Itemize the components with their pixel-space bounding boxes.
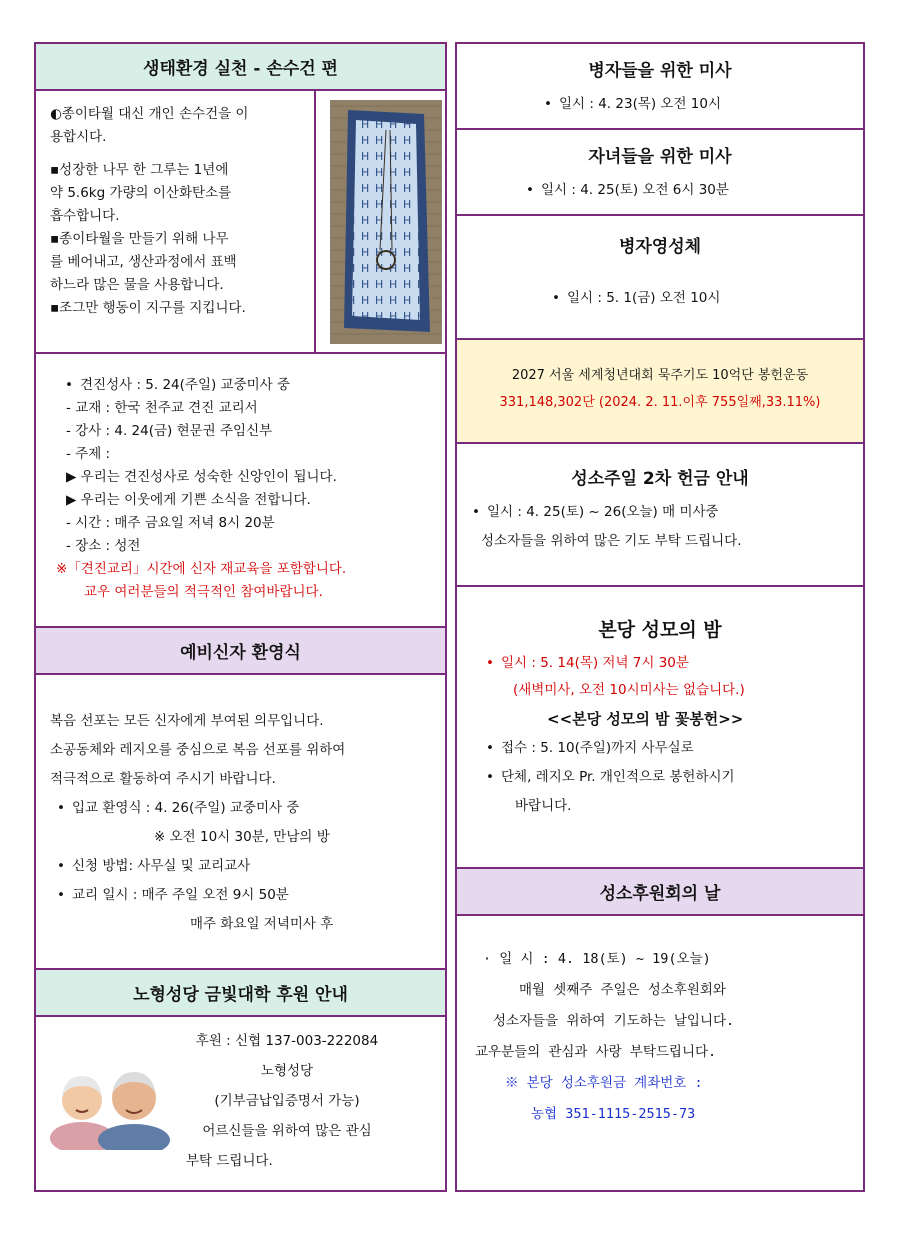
eco-line: 약 5.6kg 가량의 이산화탄소를: [50, 185, 232, 201]
confirmation-line: • 견진성사 : 5. 24(주일) 교중미사 중: [58, 374, 445, 397]
confirmation-line: - 주제 :: [66, 446, 111, 462]
confirmation-section: [36, 354, 445, 628]
university-title: 노형성당 금빛대학 후원 안내: [36, 970, 445, 1017]
confirmation-line: - 교재 : 한국 천주교 견진 교리서: [66, 400, 258, 416]
wyd-line: 2027 서울 세계청년대회 묵주기도 10억단 봉헌운동: [511, 368, 809, 383]
seniors-image: [46, 1058, 172, 1150]
mary-night-section: [457, 587, 863, 869]
communion-section: [457, 216, 863, 340]
catechumen-title: 예비신자 환영식: [36, 628, 445, 675]
university-line: 노형성당: [260, 1063, 314, 1079]
catechumen-line: • 입교 환영식 : 4. 26(주일) 교중미사 중: [50, 794, 445, 823]
vocation-title: 성소후원회의 날: [457, 869, 863, 916]
university-section: [36, 970, 445, 1190]
catechumen-line: 매주 화요일 저녁미사 후: [190, 916, 334, 932]
sick-mass-title: 병자들을 위한 미사: [588, 61, 732, 81]
mary-night-note: (새벽미사, 오전 10시미사는 없습니다.): [513, 682, 745, 698]
communion-title: 병자영성체: [618, 237, 702, 257]
vocation-account-number: 농협 351-1115-2515-73: [531, 1106, 696, 1122]
catechumen-line: 복음 선포는 모든 신자에게 부여된 의무입니다.: [50, 713, 324, 729]
children-mass-section: [457, 130, 863, 216]
right-column: [455, 42, 865, 1192]
communion-date: • 일시 : 5. 1(금) 오전 10시: [457, 287, 863, 310]
university-line: 후원 : 신협 137-003-222084: [195, 1033, 379, 1049]
eco-line: 흡수합니다.: [50, 208, 120, 224]
vocation-line: 교우분들의 관심과 사랑 부탁드립니다.: [475, 1044, 717, 1060]
handkerchief-image: [330, 100, 442, 344]
university-line: 어르신들을 위하여 많은 관심: [202, 1123, 372, 1139]
sick-mass-section: [457, 44, 863, 130]
confirmation-line: ▶ 우리는 견진성사로 성숙한 신앙인이 됩니다.: [66, 469, 337, 485]
catechumen-section: [36, 628, 445, 970]
mary-night-registration: • 접수 : 5. 10(주일)까지 사무실로: [479, 734, 863, 763]
children-mass-date: • 일시 : 4. 25(토) 오전 6시 30분: [457, 179, 863, 202]
eco-line: ▪성장한 나무 한 그루는 1년에: [50, 162, 229, 178]
eco-title: 생태환경 실천 - 손수건 편: [36, 44, 445, 91]
collection-note: 성소자들을 위하여 많은 기도 부탁 드립니다.: [481, 533, 742, 549]
vocation-section: [457, 869, 863, 1190]
eco-line: ◐종이타월 대신 개인 손수건을 이: [50, 106, 249, 122]
university-line: 부탁 드립니다.: [186, 1153, 273, 1169]
confirmation-note: ※「견진교리」시간에 신자 재교육을 포함합니다.: [56, 561, 347, 577]
confirmation-line: - 강사 : 4. 24(금) 현문권 주임신부: [66, 423, 273, 439]
vocation-account-label: ※ 본당 성소후원금 계좌번호 :: [505, 1075, 703, 1091]
mary-night-subtitle: <<본당 성모의 밤 꽃봉헌>>: [547, 710, 744, 728]
left-column: [34, 42, 447, 1192]
mary-night-request: • 단체, 레지오 Pr. 개인적으로 봉헌하시기: [479, 763, 863, 792]
eco-line: ▪조그만 행동이 지구를 지킵니다.: [50, 300, 246, 316]
wyd-section: [457, 340, 863, 444]
confirmation-line: - 장소 : 성전: [66, 538, 141, 554]
mary-night-title: 본당 성모의 밤: [598, 619, 722, 641]
vocation-line: 매월 셋째주 주일은 성소후원회와: [519, 982, 726, 998]
catechumen-line: • 신청 방법: 사무실 및 교리교사: [50, 852, 445, 881]
university-line: (기부금납입증명서 가능): [214, 1093, 360, 1109]
vocation-line: 성소자들을 위하여 기도하는 날입니다.: [493, 1013, 735, 1029]
wyd-count: 331,148,302단 (2024. 2. 11.이후 755일째,33.11%): [499, 395, 821, 410]
mary-night-date: • 일시 : 5. 14(목) 저녁 7시 30분: [479, 650, 863, 677]
confirmation-line: - 시간 : 매주 금요일 저녁 8시 20분: [66, 515, 275, 531]
collection-date: • 일시 : 4. 25(토) ~ 26(오늘) 매 미사중: [457, 501, 863, 524]
catechumen-line: 소공동체와 레지오를 중심으로 복음 선포를 위하여: [50, 742, 346, 758]
catechumen-line: 적극적으로 활동하여 주시기 바랍니다.: [50, 771, 276, 787]
eco-line: 를 베어내고, 생산과정에서 표백: [50, 254, 237, 270]
sick-mass-date: • 일시 : 4. 23(목) 오전 10시: [457, 93, 863, 116]
collection-section: [457, 444, 863, 587]
confirmation-note: 교우 여러분들의 적극적인 참여바랍니다.: [84, 584, 323, 600]
confirmation-line: ▶ 우리는 이웃에게 기쁜 소식을 전합니다.: [66, 492, 311, 508]
collection-title: 성소주일 2차 헌금 안내: [571, 469, 749, 489]
eco-line: 하느라 많은 물을 사용합니다.: [50, 277, 224, 293]
catechumen-line: ※ 오전 10시 30분, 만남의 방: [154, 829, 330, 845]
eco-text: [36, 91, 316, 352]
eco-section: [36, 44, 445, 354]
vocation-date: · 일 시 : 4. 18(토) ~ 19(오늘): [483, 951, 711, 967]
eco-line: ▪종이타월을 만들기 위해 나무: [50, 231, 229, 247]
catechumen-line: • 교리 일시 : 매주 주일 오전 9시 50분: [50, 881, 445, 910]
children-mass-title: 자녀들을 위한 미사: [588, 147, 732, 167]
eco-line: 용합시다.: [50, 129, 107, 145]
mary-night-request-cont: 바랍니다.: [515, 798, 572, 814]
